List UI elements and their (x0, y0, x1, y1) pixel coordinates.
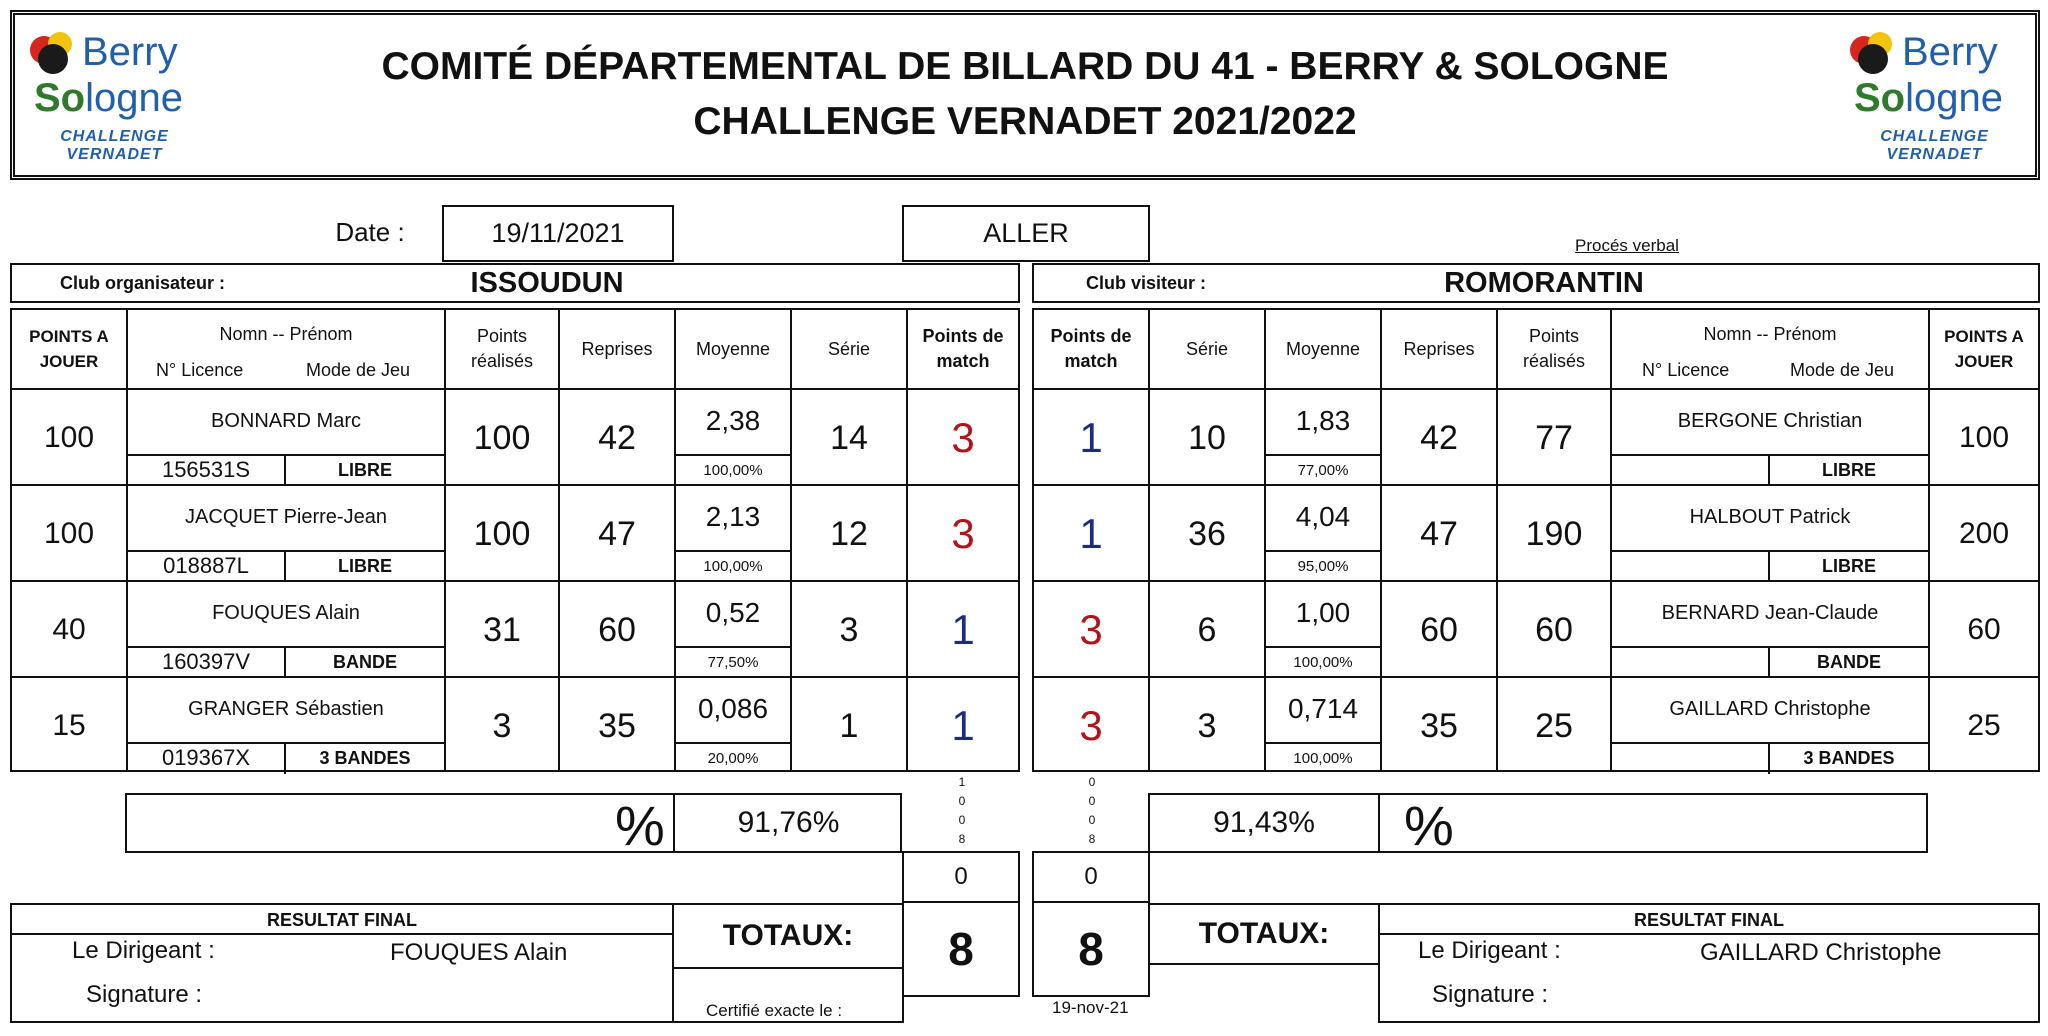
cert-date: 19-nov-21 (1052, 998, 1129, 1017)
points-a-jouer: 100 (43, 517, 95, 550)
moyenne: 2,38 (705, 405, 761, 436)
player-name: FOUQUES Alain (212, 601, 360, 624)
reprises: 42 (1420, 418, 1458, 457)
moyenne: 1,00 (1295, 597, 1351, 628)
points-de-match: 1 (1079, 510, 1103, 557)
home-total: 8 (902, 901, 1020, 997)
moyenne: 1,83 (1295, 405, 1351, 436)
away-club-name: ROMORANTIN (1444, 267, 1644, 299)
points-a-jouer: 100 (1958, 421, 2010, 454)
col-moyenne: Moyenne (1285, 338, 1361, 359)
player-licence: 019367X (161, 745, 251, 770)
logo-left: Berry Sologne CHALLENGE VERNADET (22, 28, 207, 178)
serie: 3 (839, 610, 859, 649)
points-realises: 77 (1535, 418, 1573, 457)
player-mode: LIBRE (338, 459, 392, 480)
home-table (10, 308, 1020, 772)
proces-verbal-link: Procés verbal (1575, 236, 1679, 255)
col-points-a-jouer: POINTS A JOUER (29, 327, 109, 371)
logo-right: Berry Sologne CHALLENGE VERNADET (1842, 28, 2027, 178)
points-a-jouer: 15 (52, 709, 86, 742)
totaux-right-block: TOTAUX: (1148, 903, 1380, 965)
moyenne-percent: 77,00% (1297, 461, 1349, 479)
points-de-match: 3 (1079, 702, 1103, 749)
points-a-jouer: 60 (1967, 613, 2001, 646)
page-subtitle: CHALLENGE VERNADET 2021/2022 (693, 100, 1357, 143)
player-name: HALBOUT Patrick (1689, 505, 1851, 528)
date-field: 19/11/2021 (442, 205, 674, 262)
serie: 3 (1197, 706, 1217, 745)
col-licence: N° Licence (1642, 360, 1730, 380)
moyenne-percent: 100,00% (703, 557, 763, 575)
reprises: 42 (598, 418, 636, 457)
player-licence: 156531S (161, 457, 251, 482)
player-name: BERNARD Jean-Claude (1661, 601, 1879, 624)
away-result-block: RESULTAT FINAL Le Dirigeant : GAILLARD Christophe Signature : (1378, 903, 2040, 1023)
moyenne-percent: 100,00% (1293, 749, 1353, 767)
points-realises: 25 (1535, 706, 1573, 745)
home-stack: 1 0 0 8 (958, 775, 966, 846)
header-frame (10, 10, 2040, 180)
totaux-left-block: TOTAUX: Certifié exacte le : (672, 903, 904, 1023)
col-points-realises: Points réalisés (470, 326, 534, 371)
points-a-jouer: 100 (43, 421, 95, 454)
moyenne-percent: 20,00% (707, 749, 759, 767)
away-percent-symbol: % (1404, 794, 1454, 857)
col-reprises: Reprises (581, 338, 653, 359)
reprises: 47 (1420, 514, 1458, 553)
leg-field: ALLER (902, 205, 1150, 262)
points-de-match: 1 (951, 702, 975, 749)
home-percent-row (125, 793, 902, 857)
serie: 36 (1188, 514, 1226, 553)
points-de-match: 1 (1079, 414, 1103, 461)
points-de-match: 3 (951, 414, 975, 461)
reprises: 35 (598, 706, 636, 745)
col-points-match: Points de match (1050, 326, 1132, 371)
serie: 1 (839, 706, 859, 745)
player-name: GRANGER Sébastien (188, 697, 384, 720)
player-name: BERGONE Christian (1677, 409, 1863, 432)
moyenne-percent: 100,00% (1293, 653, 1353, 671)
points-de-match: 1 (951, 606, 975, 653)
home-percent: 91,76% (737, 806, 840, 839)
points-a-jouer: 40 (52, 613, 86, 646)
moyenne-percent: 95,00% (1297, 557, 1349, 575)
away-zero: 0 (1032, 851, 1150, 903)
away-table (1032, 308, 2040, 772)
reprises: 35 (1420, 706, 1458, 745)
reprises: 60 (1420, 610, 1458, 649)
points-a-jouer: 200 (1958, 517, 2010, 550)
moyenne: 0,52 (705, 597, 761, 628)
away-total: 8 (1032, 901, 1150, 997)
reprises: 47 (598, 514, 636, 553)
moyenne: 2,13 (705, 501, 761, 532)
away-dirigeant: GAILLARD Christophe (1700, 939, 1942, 966)
points-de-match: 3 (1079, 606, 1103, 653)
away-club-bar: Club visiteur : ROMORANTIN (1032, 263, 2040, 303)
col-name: Nomn -- Prénom (219, 323, 353, 344)
points-realises: 31 (483, 610, 521, 649)
serie: 10 (1188, 418, 1226, 457)
col-points-realises: Points réalisés (1522, 326, 1586, 371)
player-mode: BANDE (332, 651, 397, 672)
player-name: GAILLARD Christophe (1669, 697, 1871, 720)
away-stack: 0 0 0 8 (1088, 775, 1096, 846)
date-label: Date : (335, 217, 405, 247)
player-name: JACQUET Pierre-Jean (185, 505, 387, 528)
col-serie: Série (1185, 338, 1229, 359)
serie: 12 (830, 514, 868, 553)
points-realises: 60 (1535, 610, 1573, 649)
points-de-match: 3 (951, 510, 975, 557)
home-club-bar: Club organisateur : ISSOUDUN (10, 263, 1020, 303)
col-name: Nomn -- Prénom (1703, 323, 1837, 344)
points-realises: 100 (473, 514, 531, 553)
points-realises: 3 (492, 706, 512, 745)
home-zero: 0 (902, 851, 1020, 903)
player-name: BONNARD Marc (210, 409, 361, 432)
moyenne-percent: 100,00% (703, 461, 763, 479)
home-dirigeant: FOUQUES Alain (390, 939, 568, 966)
moyenne: 4,04 (1295, 501, 1351, 532)
points-realises: 190 (1525, 514, 1583, 553)
col-serie: Série (827, 338, 871, 359)
player-licence: 018887L (163, 553, 249, 578)
col-moyenne: Moyenne (695, 338, 771, 359)
player-mode: 3 BANDES (319, 747, 411, 768)
serie: 6 (1197, 610, 1217, 649)
player-mode: LIBRE (338, 555, 392, 576)
col-reprises: Reprises (1403, 338, 1475, 359)
player-mode: 3 BANDES (1803, 747, 1895, 768)
serie: 14 (830, 418, 868, 457)
moyenne: 0,086 (697, 693, 769, 724)
points-realises: 100 (473, 418, 531, 457)
moyenne: 0,714 (1287, 693, 1359, 724)
away-percent: 91,43% (1213, 806, 1315, 839)
home-club-name: ISSOUDUN (470, 267, 624, 299)
col-points-match: Points de match (922, 326, 1004, 371)
points-a-jouer: 25 (1967, 709, 2001, 742)
col-mode: Mode de Jeu (1790, 360, 1895, 380)
col-licence: N° Licence (156, 360, 244, 380)
player-mode: BANDE (1816, 651, 1881, 672)
player-licence: 160397V (161, 649, 251, 674)
player-mode: LIBRE (1822, 555, 1876, 576)
reprises: 60 (598, 610, 636, 649)
away-percent-row (1148, 793, 1928, 857)
home-percent-symbol: % (615, 794, 665, 857)
home-result-block: RESULTAT FINAL Le Dirigeant : FOUQUES Alain Signature : (10, 903, 674, 1023)
player-mode: LIBRE (1822, 459, 1876, 480)
col-mode: Mode de Jeu (306, 360, 411, 380)
moyenne-percent: 77,50% (707, 653, 759, 671)
page-title: COMITÉ DÉPARTEMENTAL DE BILLARD DU 41 - BERRY & SOLOGNE (381, 45, 1669, 88)
col-points-a-jouer: POINTS A JOUER (1944, 327, 2024, 371)
